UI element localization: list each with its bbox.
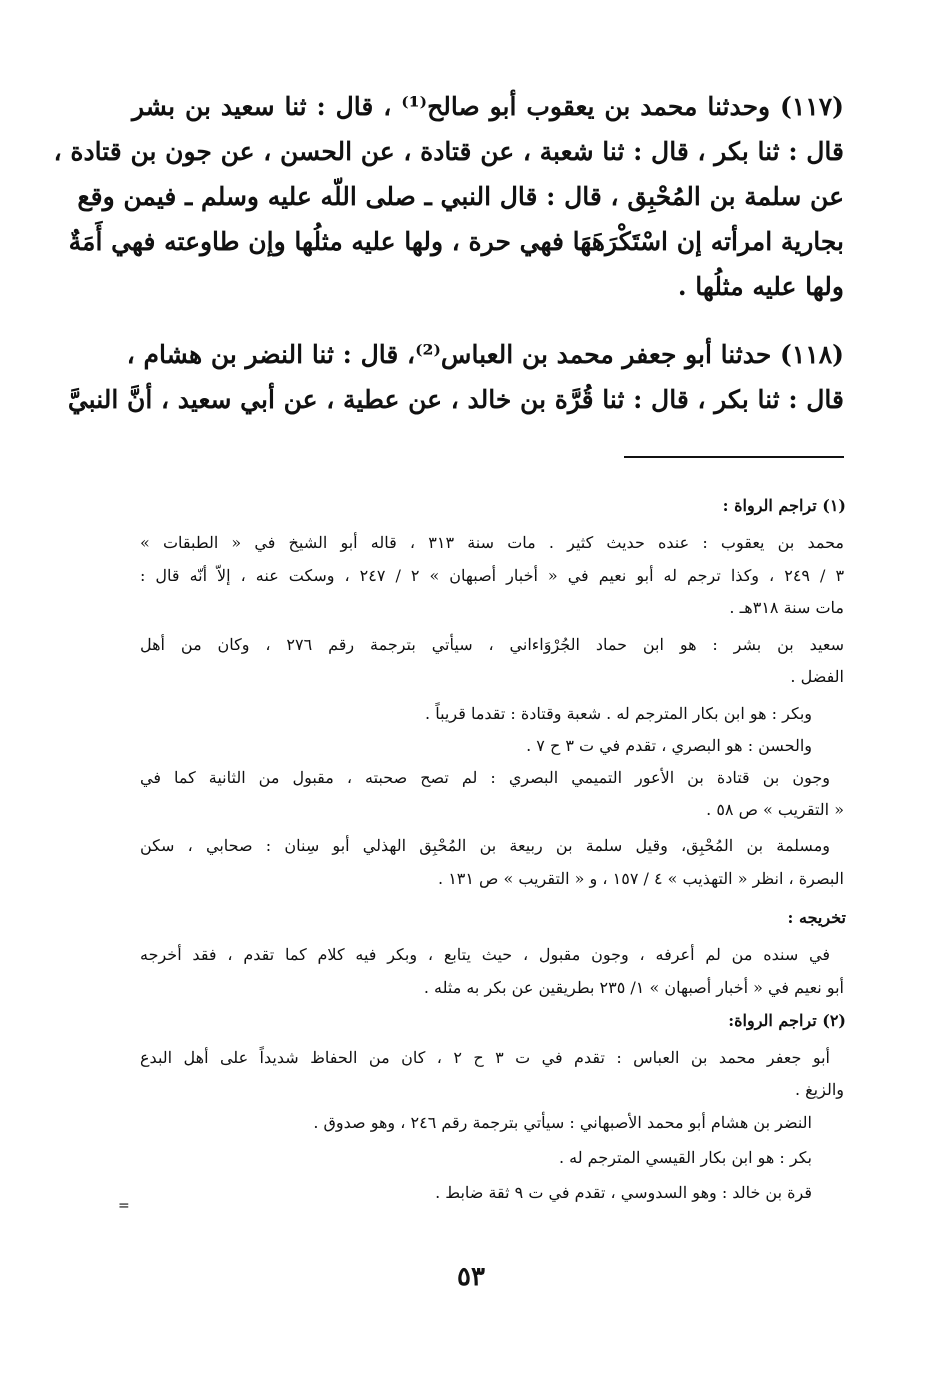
footnote-line: أبو جعفر محمد بن العباس : تقدم في ت ٣ ح ٢ ، كان من الحفاظ شديداً على أهل البدع (140, 1048, 831, 1067)
footnote-line: والزيغ . (794, 1080, 844, 1099)
footnote-line: البصرة ، انظر « التهذيب » ٤ / ١٥٧ ، و « التقريب » ص ١٣١ . (438, 869, 844, 888)
footnote-line: النضر بن هشام أبو محمد الأصبهاني : سيأتي بترجمة رقم ٢٤٦ ، وهو صدوق . (313, 1113, 812, 1132)
footnote-line: محمد بن يعقوب : عنده حديث كثير . مات سنة ٣١٣ ، قاله أبو الشيخ في « الطبقات » (140, 533, 845, 552)
footnote-heading: (١) تراجم الرواة : (722, 496, 846, 515)
footnote-heading: (٢) تراجم الرواة: (728, 1011, 846, 1030)
hadith-117-line: عن سلمة بن المُحْبِق ، قال : قال النبي ـ صلى اللّه عليه وسلم ـ فيمن وقع (77, 182, 844, 211)
footnote-line: مات سنة ٣١٨هـ . (729, 598, 844, 617)
page-number: ٥٣ (457, 1262, 485, 1292)
footnote-line: وجون بن قتادة بن الأعور التميمي البصري : لم تصح صحبته ، مقبول من الثانية كما في (140, 768, 830, 787)
footnote-line: في سنده من لم أعرفه ، وجون مقبول ، حيث يتابع ، وبكر فيه كلام كما تقدم ، فقد أخرجه (140, 945, 831, 964)
footnote-line: والحسن : هو البصري ، تقدم في ت ٣ ح ٧ . (526, 736, 812, 755)
footnote-line: بكر : هو ابن بكار القيسي المترجم له . (558, 1148, 812, 1167)
footnote-line: ومسلمة بن المُحْبِق، وقيل سلمة بن ربيعة بن المُحْبِق الهذلي أبو سِنان : صحابي ، سكن (140, 836, 830, 855)
hadith-117-line: (١١٧) وحدثنا محمد بن يعقوب أبو صالح⁽¹⁾ ، قال : ثنا سعيد بن بشر (132, 92, 844, 121)
footnote-line: وبكر : هو ابن بكار المترجم له . شعبة وقتادة : تقدما قريباً . (425, 704, 812, 723)
takhrij-heading: تخريجه : (787, 908, 846, 927)
footnote-line: سعيد بن بشر : هو ابن حماد الجُرْوَاءاني ، سيأتي بترجمة رقم ٢٧٦ ، وكان من أهل (140, 635, 844, 654)
hadith-117-line: ولها عليه مثلُها . (677, 272, 844, 301)
continuation-mark: = (118, 1198, 130, 1214)
footnote-line: الفضل . (790, 667, 844, 686)
hadith-117-line: بجارية امرأته إن اسْتَكْرَهَهَا فهي حرة ، ولها عليه مثلُها وإن طاوعته فهي أَمَةٌ (68, 227, 844, 256)
footnote-line: ٣ / ٢٤٩ ، وكذا ترجم له أبو نعيم في « أخبار أصبهان » ٢ / ٢٤٧ ، وسكت عنه ، إلاّ أنّه قال : (140, 566, 845, 585)
footnote-separator (624, 456, 844, 458)
footnote-line: أبو نعيم في « أخبار أصبهان » ١/ ٢٣٥ بطريقين عن بكر به مثله . (423, 978, 844, 997)
footnote-line: « التقريب » ص ٥٨ . (706, 800, 844, 819)
hadith-118-line: قال : ثنا بكر ، قال : ثنا قُرَّة بن خالد ، عن عطية ، عن أبي سعيد ، أنَّ النبيَّ (67, 385, 844, 414)
footnote-line: قرة بن خالد : وهو السدوسي ، تقدم في ت ٩ ثقة ضابط . (435, 1183, 812, 1202)
hadith-117-line: قال : ثنا بكر ، قال : ثنا شعبة ، عن قتادة ، عن الحسن ، عن جون بن قتادة ، (53, 137, 844, 166)
hadith-118-line: (١١٨) حدثنا أبو جعفر محمد بن العباس⁽²⁾، قال : ثنا النضر بن هشام ، (126, 340, 844, 369)
